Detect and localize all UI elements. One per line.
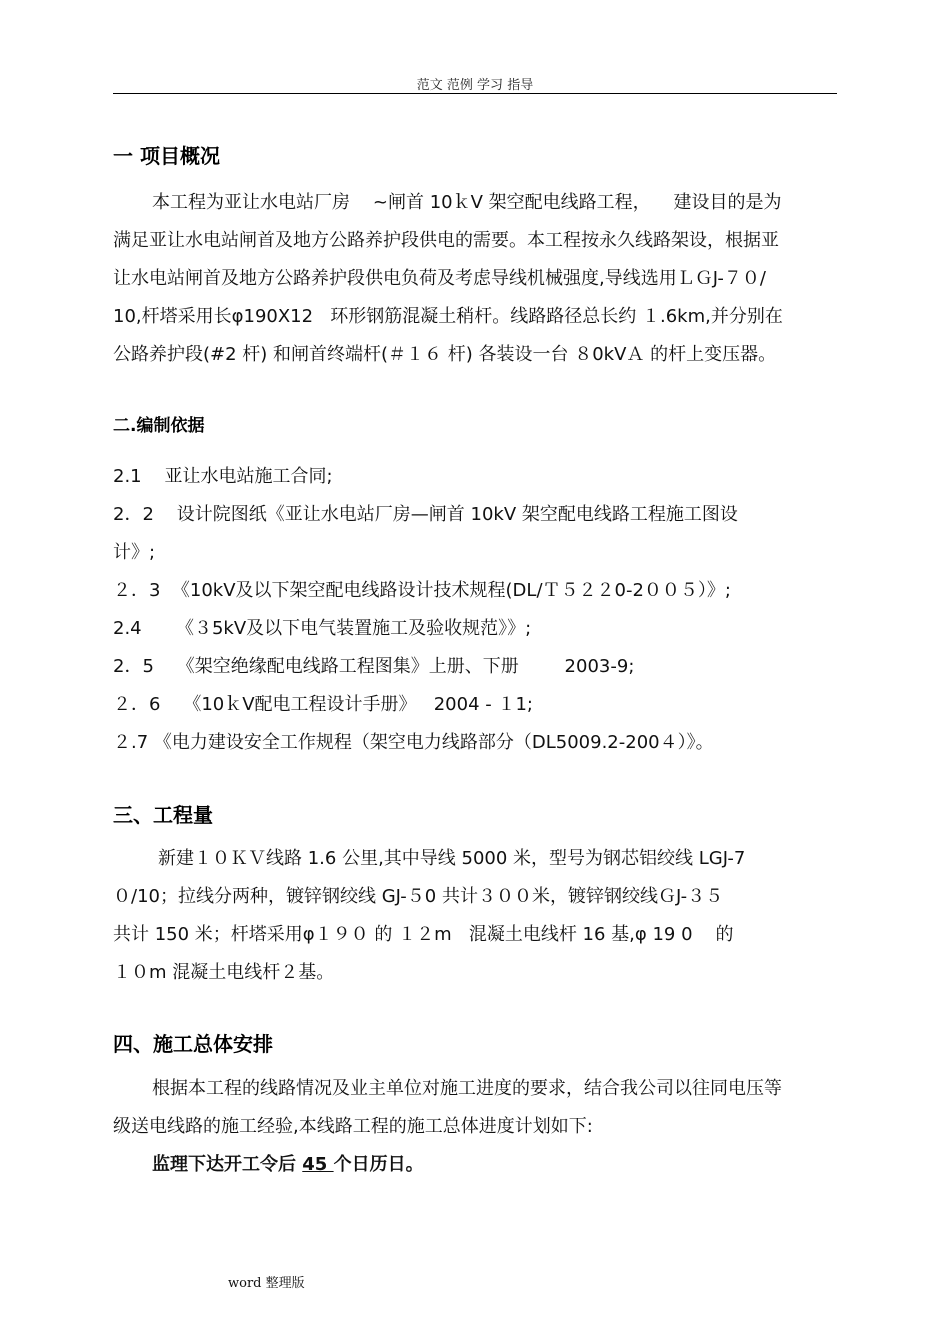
- section4-title: 四、施工总体安排: [113, 1032, 273, 1056]
- schedule-days: 45: [302, 1154, 334, 1175]
- section3-line-3: 共计 150 米；杆塔采用φ１９０ 的 １２m 混凝土电线杆 16 基,φ 19 0 的: [113, 924, 734, 945]
- section3-line-2: ０/10；拉线分两种，镀锌钢绞线 GJ-５0 共计３００米，镀锌钢绞线ＧJ-３５: [113, 886, 724, 907]
- section3-line-1: 新建１０ＫＶ线路 1.6 公里,其中导线 5000 米，型号为钢芯铝绞线 LGJ-7: [158, 848, 746, 869]
- section1-line-5: 公路养护段(#2 杆) 和闸首终端杆(＃１６ 杆) 各装设一台 ８0kVＡ 的杆上变压器。: [113, 344, 777, 365]
- section1-title: 一 项目概况: [113, 144, 220, 168]
- section4-line-1: 根据本工程的线路情况及业主单位对施工进度的要求，结合我公司以往同电压等: [152, 1078, 782, 1099]
- section4-line-2: 级送电线路的施工经验,本线路工程的施工总体进度计划如下:: [113, 1116, 593, 1137]
- reference-item-2-cont: 计》;: [113, 542, 156, 563]
- section1-line-3: 让水电站闸首及地方公路养护段供电负荷及考虑导线机械强度,导线选用ＬＧJ-７０/: [113, 268, 766, 289]
- schedule-suffix: 个日历日。: [333, 1154, 424, 1175]
- section1-line-1: 本工程为亚让水电站厂房 ~闸首 10ｋV 架空配电线路工程， 建设目的是为: [152, 192, 782, 213]
- section3-title: 三、工程量: [113, 803, 213, 827]
- reference-item-2: 2．2 设计院图纸《亚让水电站厂房—闸首 10kV 架空配电线路工程施工图设: [113, 504, 738, 525]
- schedule-statement: [152, 1150, 424, 1176]
- section2-title: 二.编制依据: [113, 416, 205, 436]
- page-header: 范文 范例 学习 指导: [416, 78, 534, 93]
- reference-item-3: ２．3 《10kV及以下架空配电线路设计技术规程(DL/Ｔ５２２0-2００５）》;: [113, 580, 731, 601]
- section1-line-4: 10,杆塔采用长φ190X12 环形钢筋混凝土稍杆。线路路径总长约 １.6km,并分别在: [113, 306, 783, 327]
- reference-item-1: 2.1 亚让水电站施工合同;: [113, 466, 333, 487]
- section1-line-2: 满足亚让水电站闸首及地方公路养护段供电的需要。本工程按永久线路架设，根据亚: [113, 230, 779, 251]
- page-footer: word 整理版: [228, 1276, 305, 1291]
- reference-item-4: 2.4 《３5kV及以下电气装置施工及验收规范》》;: [113, 618, 532, 639]
- schedule-prefix: 监理下达开工令后: [152, 1154, 303, 1175]
- section3-line-4: １０m 混凝土电线杆２基。: [113, 962, 335, 983]
- reference-item-5: 2．5 《架空绝缘配电线路工程图集》上册、下册 2003-9;: [113, 656, 635, 677]
- reference-item-6: ２．6 《10ｋV配电工程设计手册》 2004 - １1;: [113, 694, 533, 715]
- header-rule: [113, 93, 837, 94]
- reference-item-7: ２.7 《电力建设安全工作规程（架空电力线路部分（DL5009.2-200４）》。: [113, 732, 714, 753]
